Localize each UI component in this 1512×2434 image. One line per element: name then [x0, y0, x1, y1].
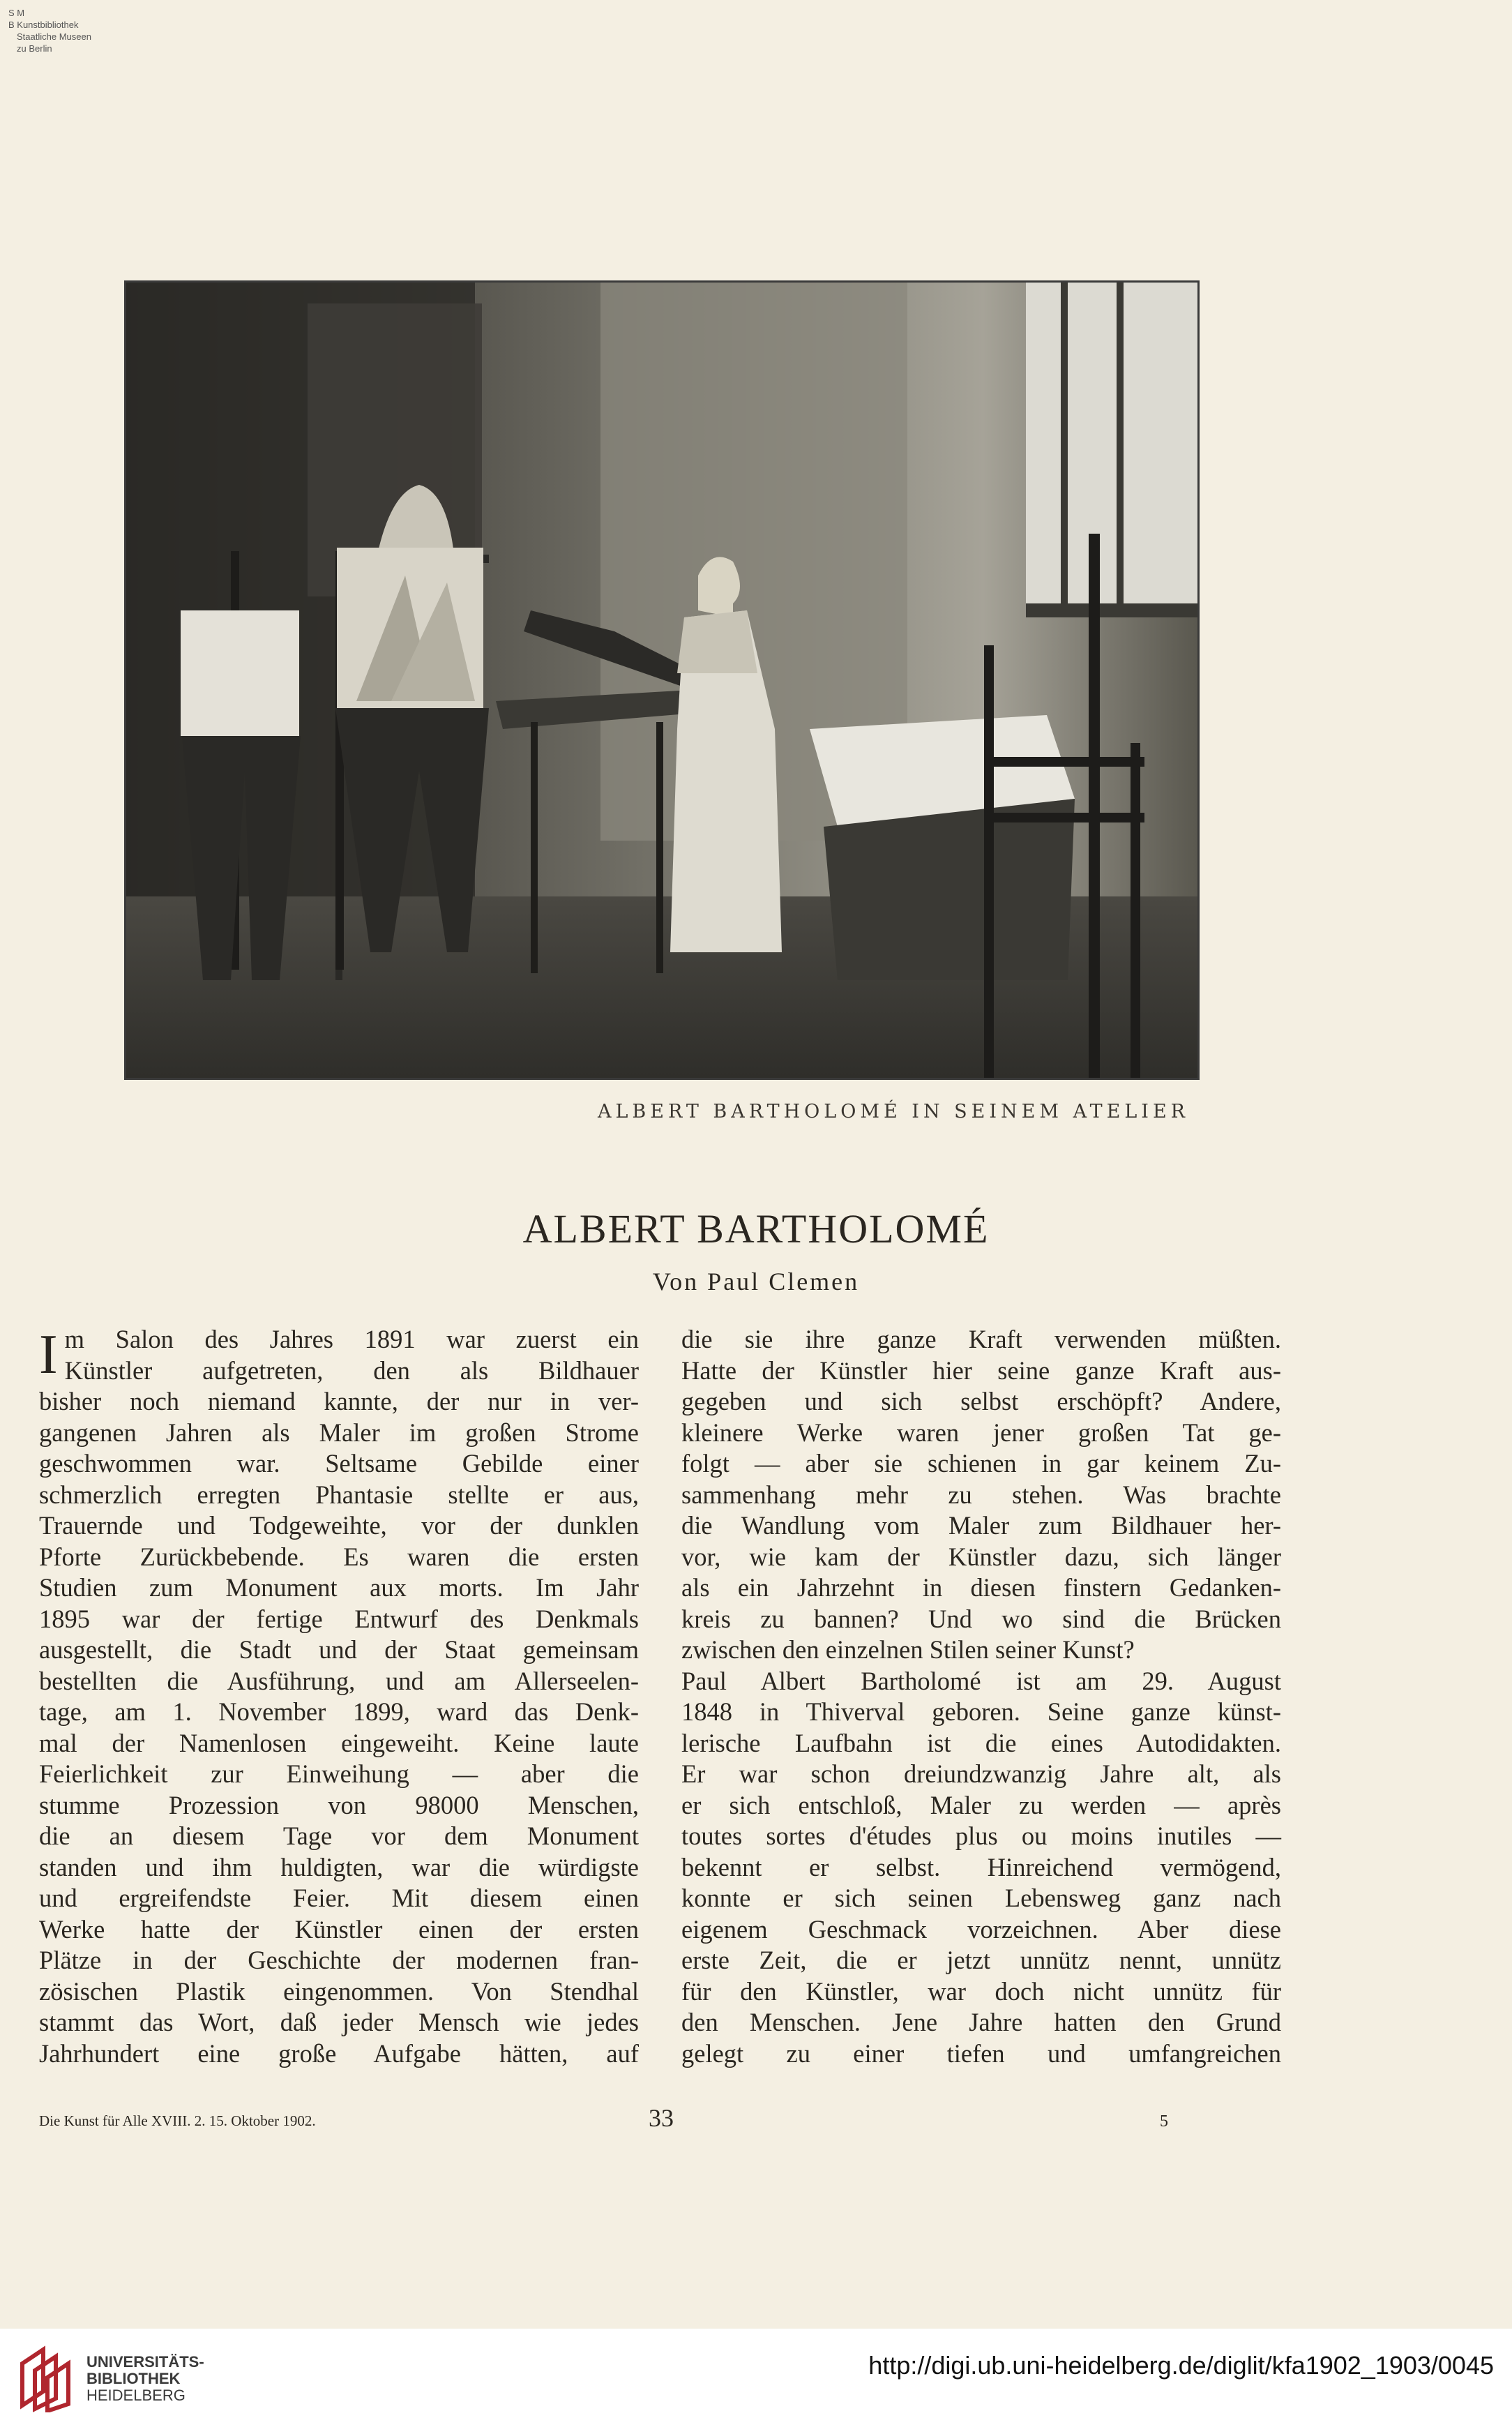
text-line: standen und ihm huldigten, war die würdigste [39, 1852, 639, 1881]
text-line: die Wandlung vom Maler zum Bildhauer her- [681, 1511, 1281, 1540]
text-line: folgt — aber sie schienen in gar keinem Zu- [681, 1449, 1281, 1478]
article-title: ALBERT BARTHOLOMÉ [522, 1206, 990, 1252]
text-line: mal der Namenlosen eingeweiht. Keine laute [39, 1728, 639, 1757]
text-line: bekennt er selbst. Hinreichend vermögend, [681, 1852, 1281, 1881]
text-line: und ergreifendste Feier. Mit diesem einen [39, 1884, 639, 1912]
text-line: die sie ihre ganze Kraft verwenden müßten. [681, 1325, 1281, 1353]
atelier-photograph [124, 280, 1200, 1080]
text-line: konnte er sich seinen Lebensweg ganz nach [681, 1884, 1281, 1912]
text-line: Werke hatte der Künstler einen der ersten [39, 1914, 639, 1944]
university-logo-icon [15, 2343, 77, 2412]
university-library-name [86, 2354, 204, 2404]
stamp-line: zu Berlin [17, 43, 52, 54]
text-line: für den Künstler, war doch nicht unnütz für [681, 1976, 1281, 2006]
university-name-line: UNIVERSITÄTS- [86, 2353, 204, 2371]
text-line: Studien zum Monument aux morts. Im Jahr [39, 1573, 639, 1602]
text-line: bestellten die Ausführung, und am Allerseelen- [39, 1666, 639, 1695]
text-line: erste Zeit, die er jetzt unnütz nennt, unnütz [681, 1946, 1281, 1974]
text-line: Künstler aufgetreten, den als Bildhauer [64, 1355, 639, 1385]
text-line: tage, am 1. November 1899, ward das Denk- [39, 1697, 639, 1726]
journal-reference: Die Kunst für Alle XVIII. 2. 15. Oktober 1902. [39, 2112, 316, 2129]
text-line: gangenen Jahren als Maler im großen Strome [39, 1418, 639, 1447]
stamp-line: Staatliche Museen [17, 31, 91, 42]
text-line: Jahrhundert eine große Aufgabe hätten, auf [39, 2038, 639, 2068]
text-line: Plätze in der Geschichte der modernen fran- [39, 1946, 639, 1974]
photo-caption: ALBERT BARTHOLOMÉ IN SEINEM ATELIER [598, 1101, 1189, 1122]
text-line: Er war schon dreiundzwanzig Jahre alt, als [681, 1759, 1281, 1788]
text-line: stammt das Wort, daß jeder Mensch wie jedes [39, 2008, 639, 2036]
text-line: zösischen Plastik eingenommen. Von Stendhal [39, 1976, 639, 2006]
text-line: schmerzlich erregten Phantasie stellte er aus, [39, 1480, 639, 1509]
text-line: gelegt zu einer tiefen und umfangreichen [681, 2038, 1281, 2068]
library-stamp [8, 7, 91, 54]
text-line: geschwommen war. Seltsame Gebilde einer [39, 1449, 639, 1478]
text-line: eigenem Geschmack vorzeichnen. Aber diese [681, 1914, 1281, 1944]
source-url-link[interactable]: http://digi.ub.uni-heidelberg.de/diglit/kfa1902_1903/0045 [868, 2351, 1494, 2380]
text-line: Paul Albert Bartholomé ist am 29. August [681, 1666, 1281, 1695]
text-line: er sich entschloß, Maler zu werden — après [681, 1790, 1281, 1819]
text-line: kreis zu bannen? Und wo sind die Brücken [681, 1604, 1281, 1633]
text-line: 1895 war der fertige Entwurf des Denkmals [39, 1604, 639, 1633]
library-footer-bar [0, 2329, 1512, 2434]
article-byline: Von Paul Clemen [652, 1268, 860, 1295]
text-line: die an diesem Tage vor dem Monument [39, 1821, 639, 1850]
text-line: kleinere Werke waren jener großen Tat ge- [681, 1418, 1281, 1447]
text-line: Feierlichkeit zur Einweihung — aber die [39, 1759, 639, 1788]
university-name-line: BIBLIOTHEK [86, 2370, 181, 2387]
text-column-left [39, 1324, 639, 2069]
text-line: als ein Jahrzehnt in diesen finstern Gedanken- [681, 1573, 1281, 1602]
text-line: lerische Laufbahn ist die eines Autodidakten. [681, 1728, 1281, 1757]
text-line: bisher noch niemand kannte, der nur in ver- [39, 1387, 639, 1415]
text-line: sammenhang mehr zu stehen. Was brachte [681, 1480, 1281, 1509]
text-line: m Salon des Jahres 1891 war zuerst ein [64, 1325, 639, 1353]
text-line: Pforte Zurückbebende. Es waren die ersten [39, 1542, 639, 1571]
text-line: ausgestellt, die Stadt und der Staat gemeinsam [39, 1635, 639, 1664]
text-line: den Menschen. Jene Jahre hatten den Grund [681, 2008, 1281, 2036]
text-line: vor, wie kam der Künstler dazu, sich länger [681, 1542, 1281, 1571]
signature-mark: 5 [1160, 2112, 1168, 2131]
page-number: 33 [649, 2104, 674, 2132]
photo-illustration [126, 283, 1197, 1078]
text-line: Hatte der Künstler hier seine ganze Kraft aus- [681, 1355, 1281, 1385]
text-line: stumme Prozession von 98000 Menschen, [39, 1790, 639, 1819]
stamp-line: S M [8, 8, 25, 18]
text-column-right [681, 1324, 1281, 2069]
university-name-line: HEIDELBERG [86, 2387, 186, 2404]
drop-cap: I [39, 1324, 58, 1385]
stamp-line: B Kunstbibliothek [8, 20, 79, 30]
text-line: toutes sortes d'études plus ou moins inutiles — [681, 1821, 1281, 1850]
text-line: Trauernde und Todgeweihte, vor der dunklen [39, 1511, 639, 1540]
text-line: gegeben und sich selbst erschöpft? Andere, [681, 1387, 1281, 1415]
text-line: zwischen den einzelnen Stilen seiner Kunst? [681, 1635, 1135, 1664]
text-line: 1848 in Thiverval geboren. Seine ganze künst- [681, 1697, 1281, 1726]
